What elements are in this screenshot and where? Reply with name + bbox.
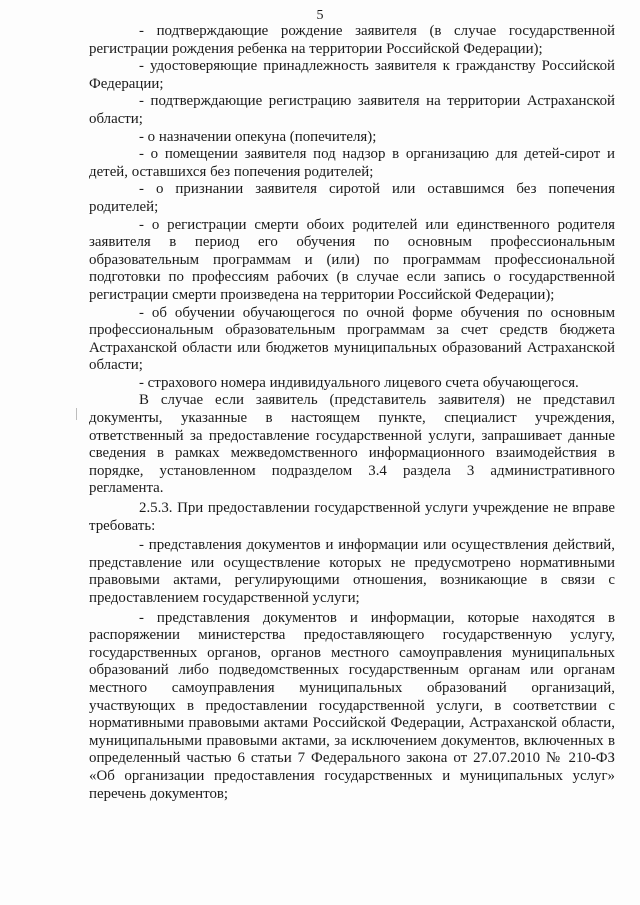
scan-margin-mark — [76, 408, 77, 420]
page-number: 5 — [316, 8, 324, 23]
paragraph-section-2-5-3: 2.5.3. При предоставлении государственной услуги учреждение не вправе требовать: — [89, 500, 615, 534]
paragraph-registration: - подтверждающие регистрацию заявителя на территории Астраханской области; — [89, 93, 615, 127]
paragraph-guardian: - о назначении опекуна (попечителя); — [139, 128, 377, 145]
paragraph-citizenship: - удостоверяющие принадлежность заявителя к гражданству Российской Федерации; — [89, 58, 615, 92]
paragraph-death-registration: - о регистрации смерти обоих родителей или единственного родителя заявителя в период его обучения по основным профессиональным образовательным программам и (или) по программам профессиональной подготовки по профессиям рабочих (в случае если запись о государственной регистрации смерти произведена на территории Российской Федерации); — [89, 216, 615, 303]
paragraph-orphan: - о признании заявителя сиротой или оставшимся без попечения родителей; — [89, 181, 615, 215]
paragraph-insurance-number: - страхового номера индивидуального лицевого счета обучающегося. — [139, 374, 579, 391]
paragraph-interagency-request: В случае если заявитель (представитель заявителя) не представил документы, указанные в настоящем пункте, специалист учреждения, ответственный за предоставление государственной услуги, запрашивает данные сведения в рамках межведомственного информационного взаимодействия в порядке, установленном подразделом 3.4 раздела 3 административного регламента. — [89, 392, 615, 497]
paragraph-no-held-documents: - представления документов и информации, которые находятся в распоряжении министерства предоставляющего государственную услугу, государственных органов, органов местного самоуправления муниципальных образований либо подведомственных государственным органам или органам местного самоуправления муниципальных образований организаций, участвующих в предоставлении государственной услуги, в соответствии с нормативными правовыми актами Российской Федерации, Астраханской области, муниципальными правовыми актами, за исключением документов, включенных в определенный частью 6 статьи 7 Федерального закона от 27.07.2010 № 210-ФЗ «Об организации предоставления государственных и муниципальных услуг» перечень документов; — [89, 609, 615, 802]
paragraph-birth: - подтверждающие рождение заявителя (в случае государственной регистрации рождения ребенка на территории Российской Федерации); — [89, 23, 615, 57]
paragraph-full-time-study: - об обучении обучающегося по очной форме обучения по основным профессиональным образовательным программам за счет средств бюджета Астраханской области или бюджетов муниципальных образований Астраханской области; — [89, 304, 615, 374]
paragraph-supervision: - о помещении заявителя под надзор в организацию для детей-сирот и детей, оставшихся без попечения родителей; — [89, 146, 615, 180]
paragraph-no-extra-actions: - представления документов и информации или осуществления действий, представление или осуществление которых не предусмотрено нормативными правовыми актами, регулирующими отношения, возникающие в связи с предоставлением государственной услуги; — [89, 537, 615, 606]
document-body — [89, 23, 615, 803]
